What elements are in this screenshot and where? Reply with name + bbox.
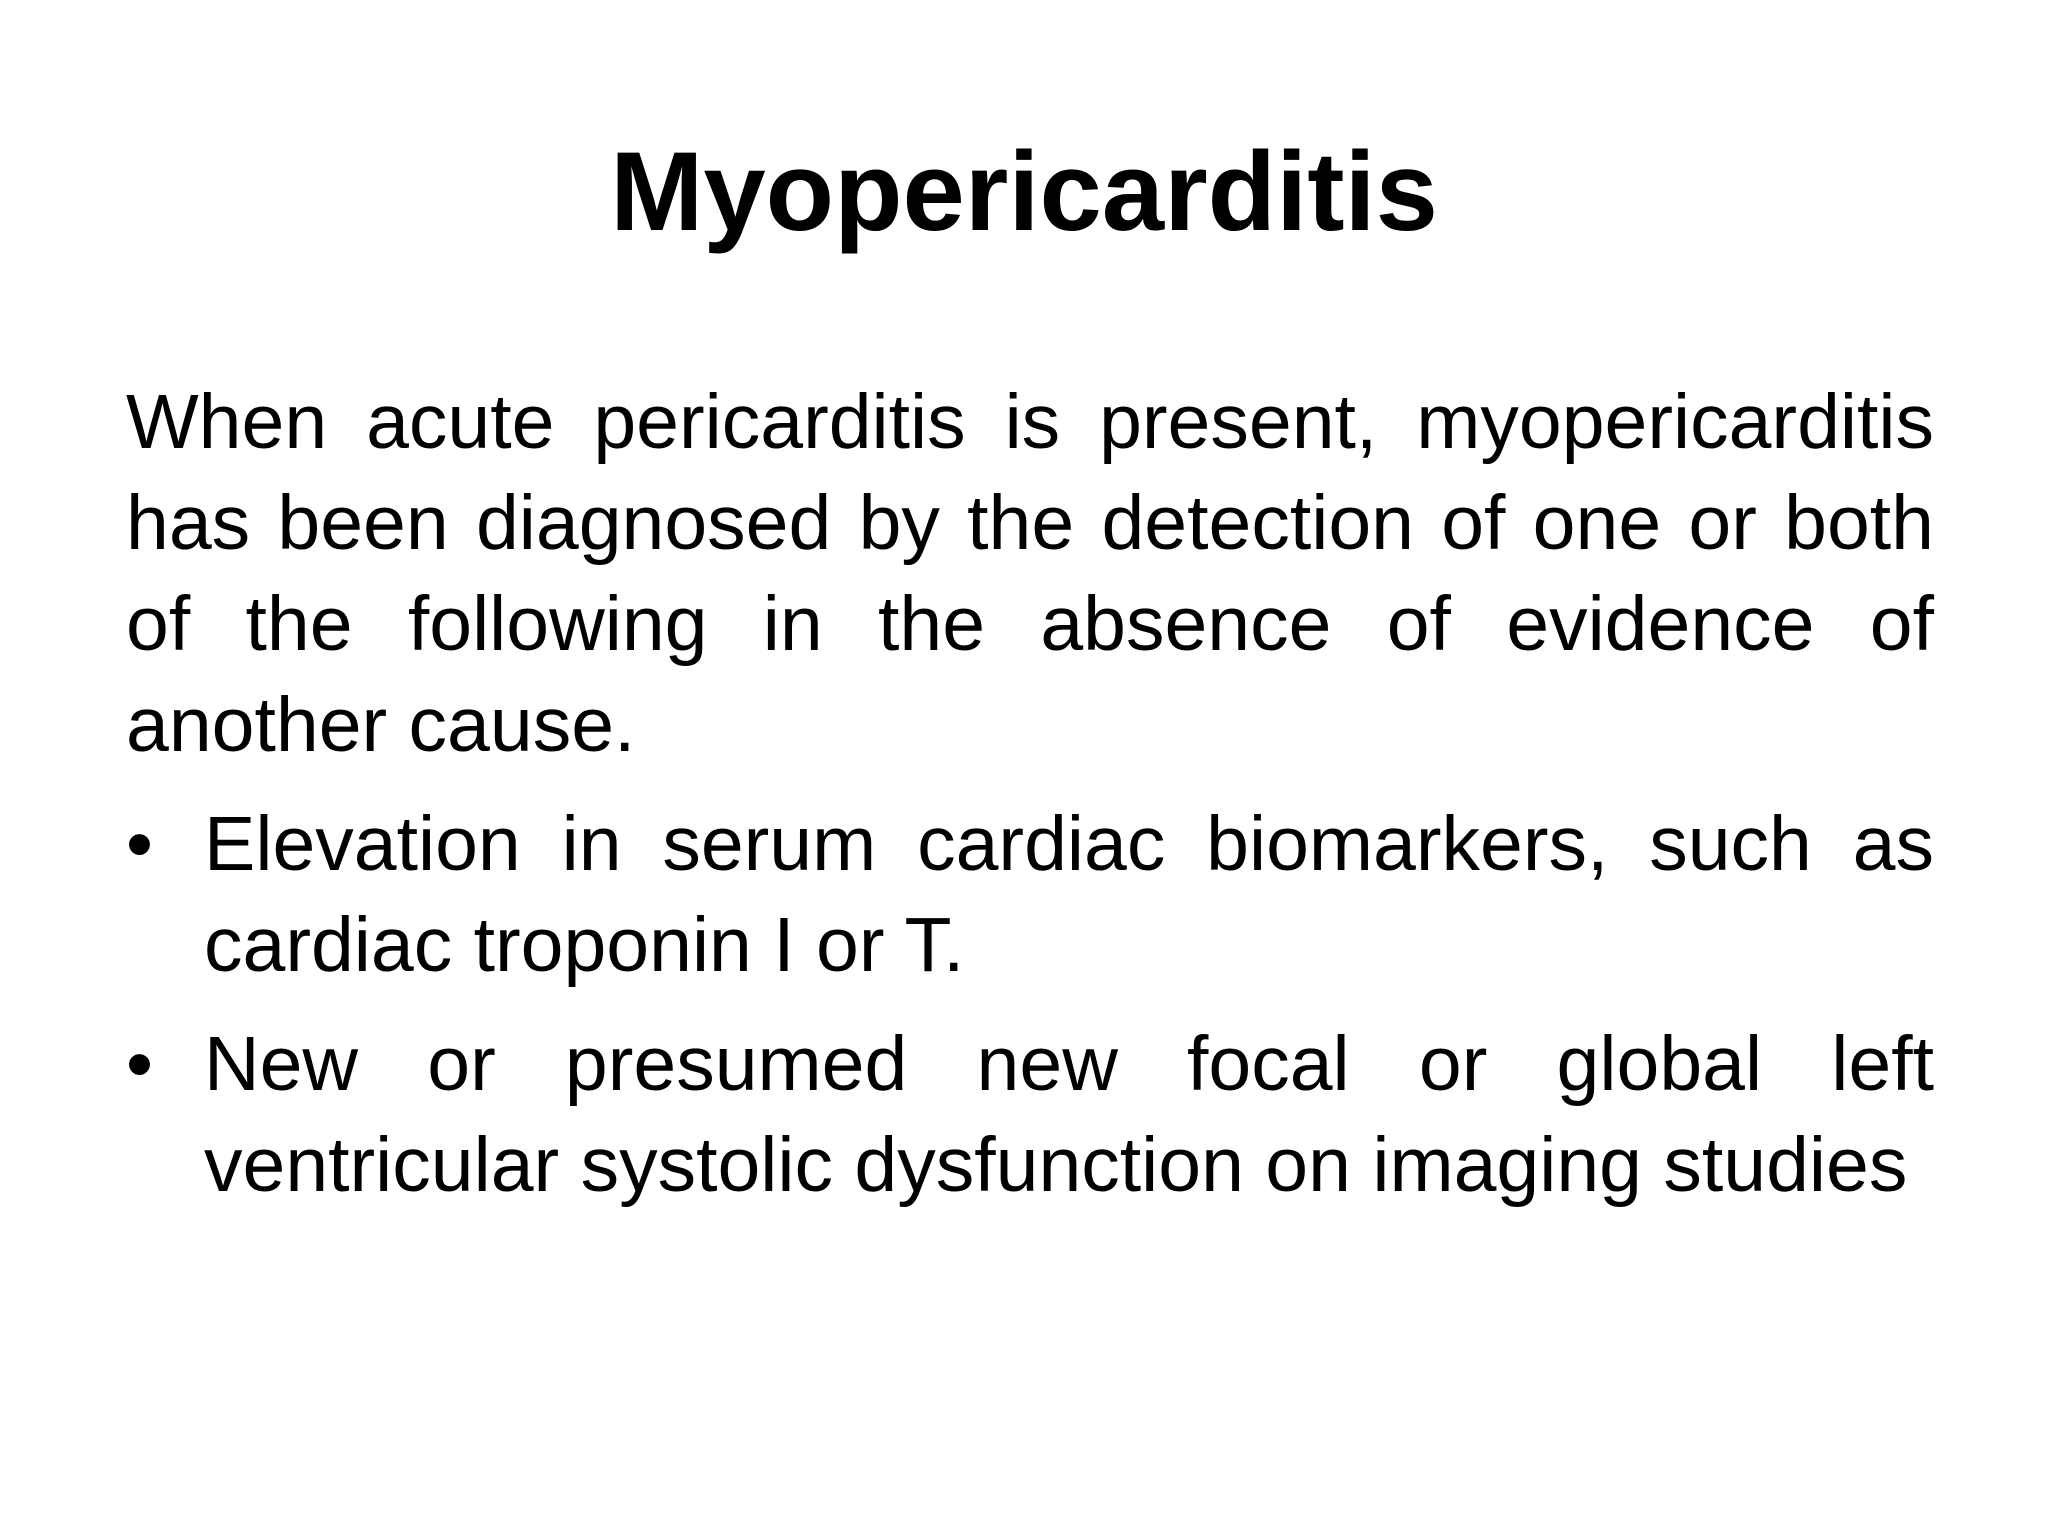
slide-body: [126, 372, 1934, 1216]
bullet-list: [126, 794, 1934, 1216]
bullet-icon: •: [126, 1021, 153, 1107]
bullet-text: New or presumed new focal or global left ventricular systolic dysfunction on imaging studies: [204, 1021, 1934, 1208]
list-item: [126, 794, 1934, 996]
bullet-icon: •: [126, 801, 153, 887]
bullet-text: Elevation in serum cardiac biomarkers, such as cardiac troponin I or T.: [204, 801, 1934, 988]
list-item: [126, 1014, 1934, 1216]
slide-title: Myopericarditis: [610, 129, 1438, 254]
intro-paragraph: When acute pericarditis is present, myopericarditis has been diagnosed by the detection of one or both of the following in the absence of evidence of another cause.: [126, 379, 1934, 768]
